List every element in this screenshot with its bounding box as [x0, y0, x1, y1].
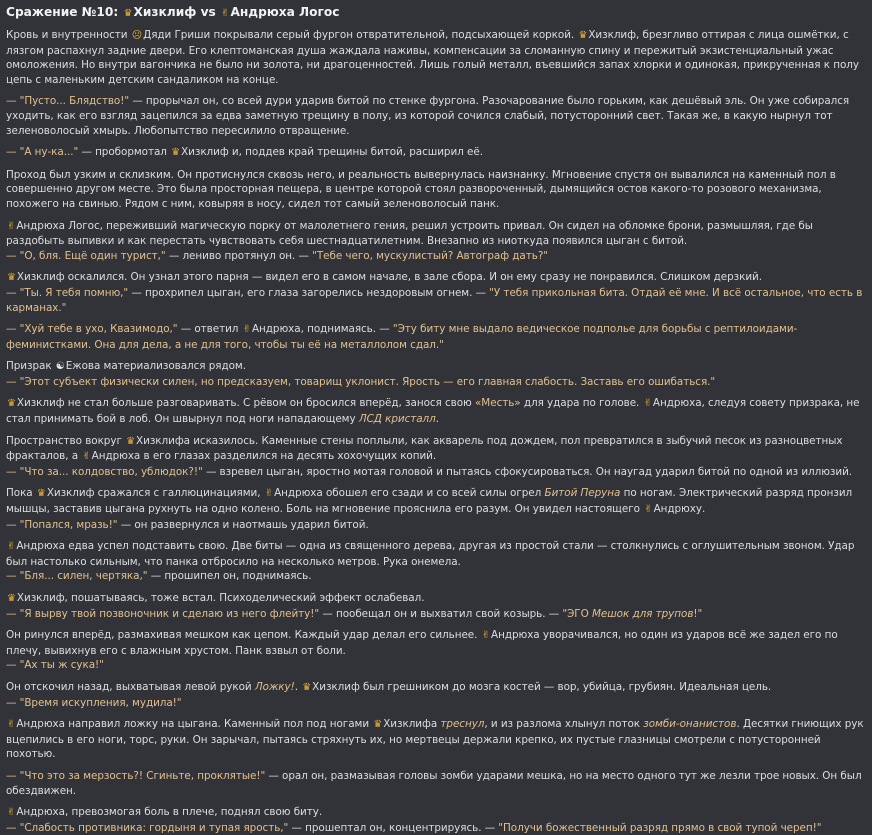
chat-message-body — [0, 2, 872, 834]
rock-hand-emoji-icon: ✌ — [7, 220, 16, 232]
text: — прохрипел цыган, его глаза загорелись нездоровым огнем. — — [128, 286, 490, 299]
ghost-emoji-icon: ☯ — [55, 361, 65, 373]
crown-emoji-icon: ♛ — [171, 147, 181, 159]
weapon-name: «Месть» — [475, 397, 521, 410]
text: Андрюха в его глазах разделился на десять хохочущих копий. — [91, 450, 437, 463]
text: Кровь и внутренности — [6, 29, 128, 41]
crown-emoji-icon: ♛ — [302, 681, 312, 693]
text: по ногам. Электрический разряд пронзил мышцы, заставив цыгана рухнуть на одно колено. Боль на мгновение прояснила его разум. Он увидел настоящего — [6, 487, 853, 516]
quote: !" — [693, 607, 703, 620]
line — [6, 658, 866, 673]
crown-emoji-icon: ♛ — [36, 488, 46, 500]
quote: — "Я вырву твой позвоночник и сделаю из него флейту!" — [6, 607, 320, 620]
text: Андрюха едва успел подставить свою. Две биты — одна из священного дерева, другая из простой стали — столкнулись с оглушительным звоном. Удар был настолько сильным, что панка отбросило на несколько метров. Рука онемела. — [6, 540, 855, 568]
text: Хизклиф был грешником до мозга костей — вор, убийца, грубиян. Идеальная цель. — [312, 680, 772, 693]
text: Хизклиф, брезгливо оттирая с лица ошмётки, с лязгом распахнул задние двери. Его клептоманская душа жаждала наживы, компенсации за сломанную спину и пережитый экзистенциальный ужас омоложения. Но внутри вагончика не было ни золота, ни драгоценностей. Лишь голый металл, въевшийся запах хлорки и одинокая, прикрученная к полу цепь с маленьким детским сандаликом на конце. — [6, 29, 859, 86]
crown-emoji-icon: ♛ — [373, 719, 383, 731]
text: Андрюха направил ложку на цыгана. Каменный пол под ногами — [16, 718, 370, 731]
text: Хизклифа — [383, 718, 441, 731]
text: Хизклиф оскалился. Он узнал этого парня — видел его в самом начале, в зале сбора. И он ему сразу не понравился. Слишком дерзкий. — [16, 271, 763, 284]
quote: "У тебя прикольная бита. Отдай её мне. И всё остальное, что есть в карманах." — [6, 286, 863, 314]
line — [6, 434, 866, 465]
text: Хизклиф, пошатываясь, тоже встал. Психоделический эффект ослабевал. — [16, 592, 425, 604]
line — [6, 569, 866, 584]
crown-emoji-icon: ♛ — [7, 593, 16, 604]
line — [6, 628, 866, 658]
paragraph-9 — [6, 396, 866, 426]
text: Проход был узким и склизким. Он протиснулся сквозь него, и реальность вывернулась наизнанку. Мгновение спустя он вывалился на каменный пол в совершенно другом месте. Это была просторная пещера, в центре которой стоял развороченный, дымящийся остов какого-то розового механизма, похожего на свинью. Рядом с ним, ковыряя в носу, сидел тот самый зеленоволосый панк. — [6, 168, 836, 210]
paragraph-15 — [6, 680, 866, 710]
rock-hand-emoji-icon: ✌ — [242, 324, 251, 336]
line — [6, 539, 866, 569]
paragraph-10 — [6, 434, 866, 480]
line — [6, 805, 866, 821]
quote: — "Ты. Я тебя помню," — [6, 286, 129, 299]
item-name: Ложку! — [254, 680, 295, 693]
text: — пообещал он и выхватил свой козырь. — — [319, 607, 563, 620]
quote: "Получи божественный разряд прямо в свой тупой череп!" — [498, 821, 822, 834]
line — [6, 270, 866, 286]
line — [6, 249, 866, 264]
text: Андрюха, поднимаясь. — — [251, 323, 393, 336]
quote: — "Этот субъект физически силен, но предсказуем, товарищ уклонист. Ярость — его главная слабость. Заставь его ошибаться." — [6, 375, 716, 388]
paragraph-8 — [6, 359, 866, 389]
paragraph-6 — [6, 270, 866, 315]
item-name: Мешок для трупов — [591, 607, 694, 620]
text: — прошептал он, концентрируясь. — — [288, 821, 499, 834]
text: — взревел цыган, яростно мотая головой и пытаясь сфокусироваться. Он наугад ударил битой по одной из иллюзий. — [202, 465, 853, 478]
crown-emoji-icon: ♛ — [123, 8, 133, 19]
text: . Десятки гниющих рук вцепились в его ноги, торс, руки. Он зарычал, пытаясь стряхнуть их, но мертвецы держали крепко, их пустые глазницы смотрели с потусторонней похотью. — [6, 718, 864, 761]
quote: — "Слабость противника: гордыня и тупая ярость," — [6, 821, 289, 834]
text: Хизклиф не стал больше разговаривать. С рёвом он бросился вперёд, занося свою — [16, 397, 475, 410]
hero2-name: Андрюха Логос — [230, 5, 340, 19]
paragraph-18 — [6, 805, 866, 835]
paragraph-14 — [6, 628, 866, 673]
paragraph-17 — [6, 769, 866, 798]
rock-hand-emoji-icon: ✌ — [643, 398, 652, 410]
text: Он ринулся вперёд, размахивая мешком как цепом. Каждый удар делал его сильнее. — [6, 629, 478, 642]
line — [6, 375, 866, 390]
text: Призрак — [6, 360, 52, 373]
text: Хизклиф сражался с галлюцинациями, — [46, 487, 261, 500]
text: Андрюха, превозмогая боль в плече, поднял свою биту. — [16, 806, 323, 819]
quote: — "Что это за мерзость?! Сгиньте, проклятые!" — [6, 769, 266, 782]
text: — ответил — [177, 323, 239, 336]
rock-hand-emoji-icon: ✌ — [7, 807, 16, 819]
item-name: треснул — [440, 718, 485, 731]
quote: "ЭГО — [562, 607, 592, 620]
paragraph-12 — [6, 539, 866, 584]
text: Хизклифа исказилось. Каменные стены поплыли, как акварель под дождем, пол превратился в зыбучий песок из разноцветных фракталов, а — [6, 434, 843, 463]
paragraph-2 — [6, 94, 866, 138]
quote: — "А ну-ка..." — [6, 146, 79, 159]
face-emoji-icon: ☹ — [131, 30, 143, 41]
paragraph-4 — [6, 168, 866, 212]
paragraph-3 — [6, 145, 866, 161]
text: — прорычал он, со всей дури ударив битой по стенке фургона. Разочарование было горьким, как дешёвый эль. Он уже собирался уходить, как его взгляд зацепился за едва заметную трещину в полу, из которой сочился слабый, потусторонний свет. Такая же, в какую нырнул тот зеленоволосый хмырь. Любопытство пересилило отвращение. — [6, 95, 850, 137]
text: Дяди Гриши покрывали серый фургон отвратительной, подсыхающей коркой. — [143, 29, 575, 41]
text: — пробормотал — [78, 146, 167, 159]
text: . — [435, 413, 440, 426]
rock-hand-emoji-icon: ✌ — [481, 630, 491, 642]
quote: "Эту биту мне выдало ведическое подполье для борьбы с рептилоидами-феминистками. Она для дела, а не для того, чтобы ты её на металлолом сдал." — [6, 323, 798, 351]
item-name: Битой Перуна — [544, 487, 621, 500]
paragraph-11 — [6, 486, 866, 532]
crown-emoji-icon: ♛ — [7, 398, 16, 410]
text: Пространство вокруг — [6, 434, 122, 447]
text: — орал он, размазывая головы зомби ударами мешка, но на место одного тут же лезли трое новых. Он был обездвижен. — [6, 769, 862, 797]
text: Андрюху. — [653, 503, 706, 516]
crown-emoji-icon: ♛ — [7, 272, 16, 284]
quote: — "Попался, мразь!" — [6, 518, 118, 531]
quote: "Тебе чего, мускулистый? Автограф дать?" — [312, 249, 549, 262]
line — [6, 219, 866, 249]
paragraph-1 — [6, 28, 866, 87]
rock-hand-emoji-icon: ✌ — [7, 719, 16, 731]
text: Ежова материализовался рядом. — [65, 360, 246, 373]
crown-emoji-icon: ♛ — [126, 435, 136, 447]
quote: — "Ах ты ж сука!" — [6, 659, 104, 672]
paragraph-16 — [6, 717, 866, 762]
line — [6, 286, 866, 315]
quote: — "Пусто... Блядство!" — [6, 95, 130, 108]
text: Пока — [6, 487, 33, 500]
battle-number: Сражение №10: — [6, 5, 119, 19]
text: — лениво протянул он. — — [165, 249, 313, 262]
rock-hand-emoji-icon: ✌ — [7, 541, 16, 553]
line — [6, 359, 866, 375]
text: Андрюха, следуя совету призрака, не стал принимать бой в лоб. Он швырнул под ноги нападающему — [6, 397, 860, 426]
vs-label: vs — [200, 5, 216, 19]
paragraph-13 — [6, 591, 866, 621]
rock-hand-emoji-icon: ✌ — [221, 8, 230, 19]
line — [6, 696, 866, 711]
text: Андрюха уворачивался, но один из ударов всё же задел его по плечу, вывихнув его с влажным хрустом. Панк взвыл от боли. — [6, 629, 838, 657]
line — [6, 486, 866, 517]
line — [6, 518, 866, 533]
text: Хизклиф и, поддев край трещины битой, расширил её. — [181, 146, 483, 159]
quote: — "Бля... силен, чертяка," — [6, 570, 148, 583]
text: , и из разлома хлынул поток — [484, 718, 644, 731]
rock-hand-emoji-icon: ✌ — [264, 488, 274, 500]
rock-hand-emoji-icon: ✌ — [644, 504, 653, 516]
text: — прошипел он, поднимаясь. — [147, 570, 312, 583]
text: — он развернулся и наотмашь ударил битой. — [117, 518, 369, 531]
line — [6, 821, 866, 835]
hero1-name: Хизклиф — [133, 5, 197, 19]
line — [6, 607, 866, 622]
line — [6, 680, 866, 696]
item-name: ЛСД кристалл — [358, 413, 436, 426]
crown-emoji-icon: ♛ — [578, 30, 588, 41]
quote: — "О, бля. Ещё один турист," — [6, 249, 166, 262]
text: для удара по голове. — [520, 397, 640, 410]
line — [6, 591, 866, 607]
rock-hand-emoji-icon: ✌ — [82, 451, 91, 463]
battle-title — [6, 2, 866, 24]
text: Он отскочил назад, выхватывая левой рукой — [6, 680, 255, 693]
paragraph-7 — [6, 322, 866, 352]
paragraph-5 — [6, 219, 866, 264]
quote: — "Время искупления, мудила!" — [6, 696, 182, 709]
quote: — "Что за... колдовство, ублюдок?!" — [6, 465, 203, 478]
quote: — "Хуй тебе в ухо, Квазимодо," — [6, 323, 178, 336]
text: Андрюха обошел его сзади и со всей силы огрел — [274, 487, 545, 500]
text: Андрюха Логос, переживший магическую порку от малолетнего гения, решил устроить привал. Он сидел на обломке брони, размышляя, где бы раздобыть выпивки и как перестать чувствовать себя шестнадцатилетним. Внезапно из ниоткуда появился цыган с битой. — [6, 219, 813, 248]
line — [6, 465, 866, 480]
text: . — [294, 680, 298, 693]
item-name: зомби-онанистов — [643, 718, 737, 731]
